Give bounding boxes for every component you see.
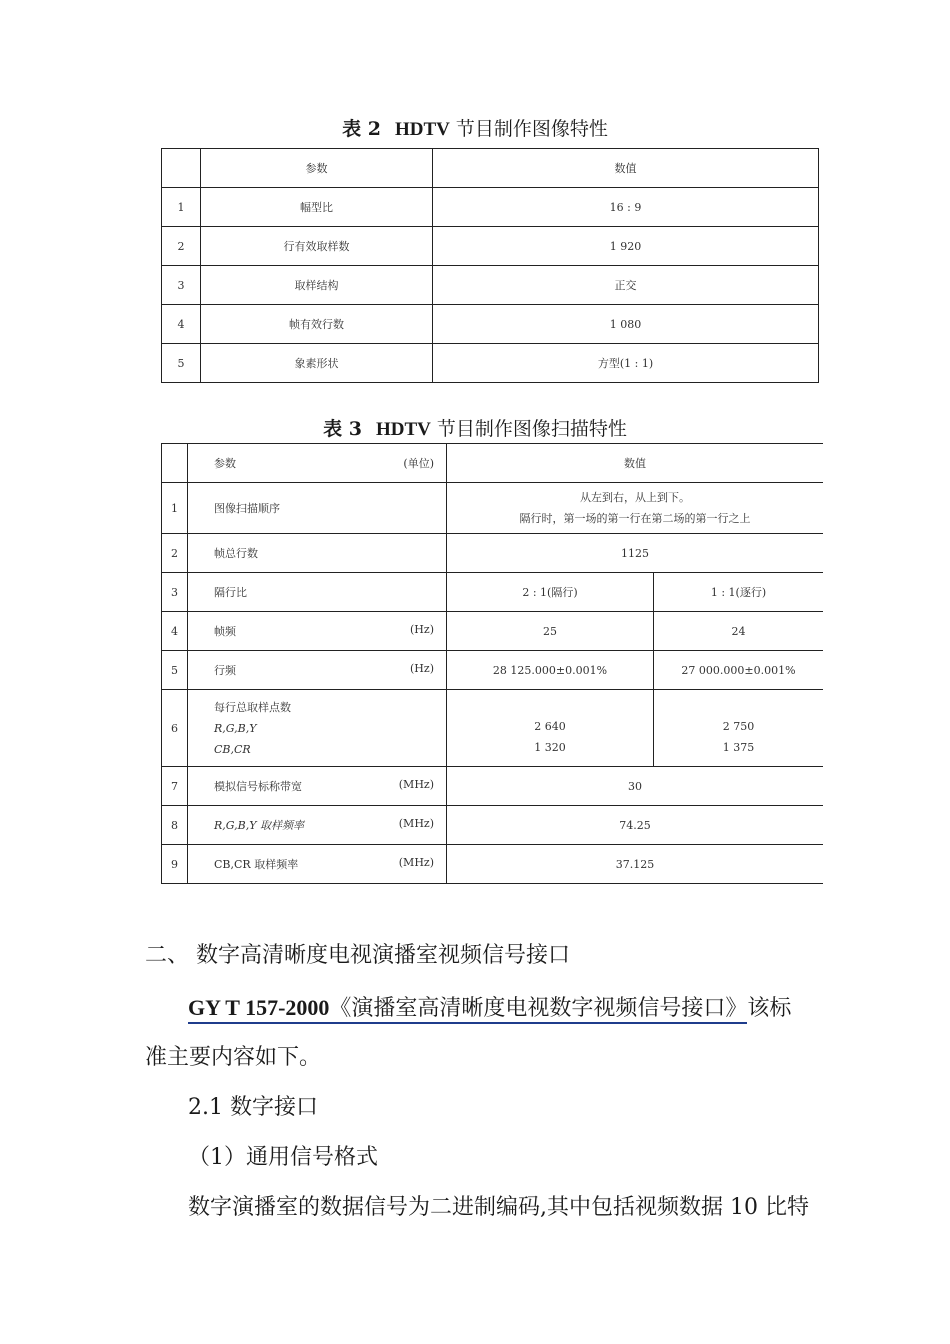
table3-caption [0, 414, 950, 441]
table-row: 2 行有效取样数 1 920 [162, 227, 819, 266]
table2-caption-number: 表 2 [342, 118, 381, 140]
paragraph-1-line-1: GY T 157-2000《演播室高清晰度电视数字视频信号接口》该标 [188, 993, 791, 1024]
header-param: 参数 [201, 149, 433, 188]
table-row: 5 象素形状 方型(1 : 1) [162, 344, 819, 383]
table-row [162, 149, 819, 188]
header-value: 数值 [447, 444, 824, 483]
table3-caption-number: 表 3 [323, 418, 362, 440]
paragraph-1-line-2: 准主要内容如下。 [145, 1045, 322, 1070]
table-row: 1 图像扫描顺序 从左到右，从上到下。 隔行时，第一场的第一行在第二场的第一行之上 [162, 483, 824, 534]
table-row: 3 取样结构 正交 [162, 266, 819, 305]
header-param: 参数 [214, 457, 236, 470]
table-row: 9 CB,CR 取样频率 (MHz) 37.125 [162, 845, 824, 884]
header-unit: (单位) [403, 457, 434, 470]
sub-sub-heading: （1）通用信号格式 [188, 1145, 378, 1170]
table-row: 4 帧频 (Hz) 25 24 [162, 612, 824, 651]
table2-caption-title: HDTV [394, 119, 450, 140]
table-row: 3 隔行比 2 : 1(隔行) 1 : 1(逐行) [162, 573, 824, 612]
table-row: 1 幅型比 16 : 9 [162, 188, 819, 227]
table-row: 6 每行总取样点数 R,G,B,Y CB,CR 2 640 1 320 2 750 1 375 [162, 690, 824, 767]
header-value: 数值 [433, 149, 819, 188]
table-row: 5 行频 (Hz) 28 125.000±0.001% 27 000.000±0.001% [162, 651, 824, 690]
table3-caption-title: HDTV [375, 419, 431, 440]
section-heading: 二、 数字高清晰度电视演播室视频信号接口 [145, 943, 570, 968]
table3-caption-rest: 节目制作图像扫描特性 [436, 418, 627, 440]
table-row: 8 R,G,B,Y 取样频率 (MHz) 74.25 [162, 806, 824, 845]
table-row: 4 帧有效行数 1 080 [162, 305, 819, 344]
table-row [162, 444, 824, 483]
standard-reference-link[interactable]: GY T 157-2000《演播室高清晰度电视数字视频信号接口》 [188, 996, 747, 1024]
table3 [161, 443, 823, 884]
sub-heading: 2.1 数字接口 [188, 1095, 318, 1120]
paragraph-2: 数字演播室的数据信号为二进制编码,其中包括视频数据 10 比特 [188, 1195, 809, 1220]
table-row: 7 模拟信号标称带宽 (MHz) 30 [162, 767, 824, 806]
table2-caption-rest: 节目制作图像特性 [455, 118, 608, 140]
table-row: 2 帧总行数 1125 [162, 534, 824, 573]
table2 [161, 148, 819, 383]
table2-caption [0, 114, 950, 141]
